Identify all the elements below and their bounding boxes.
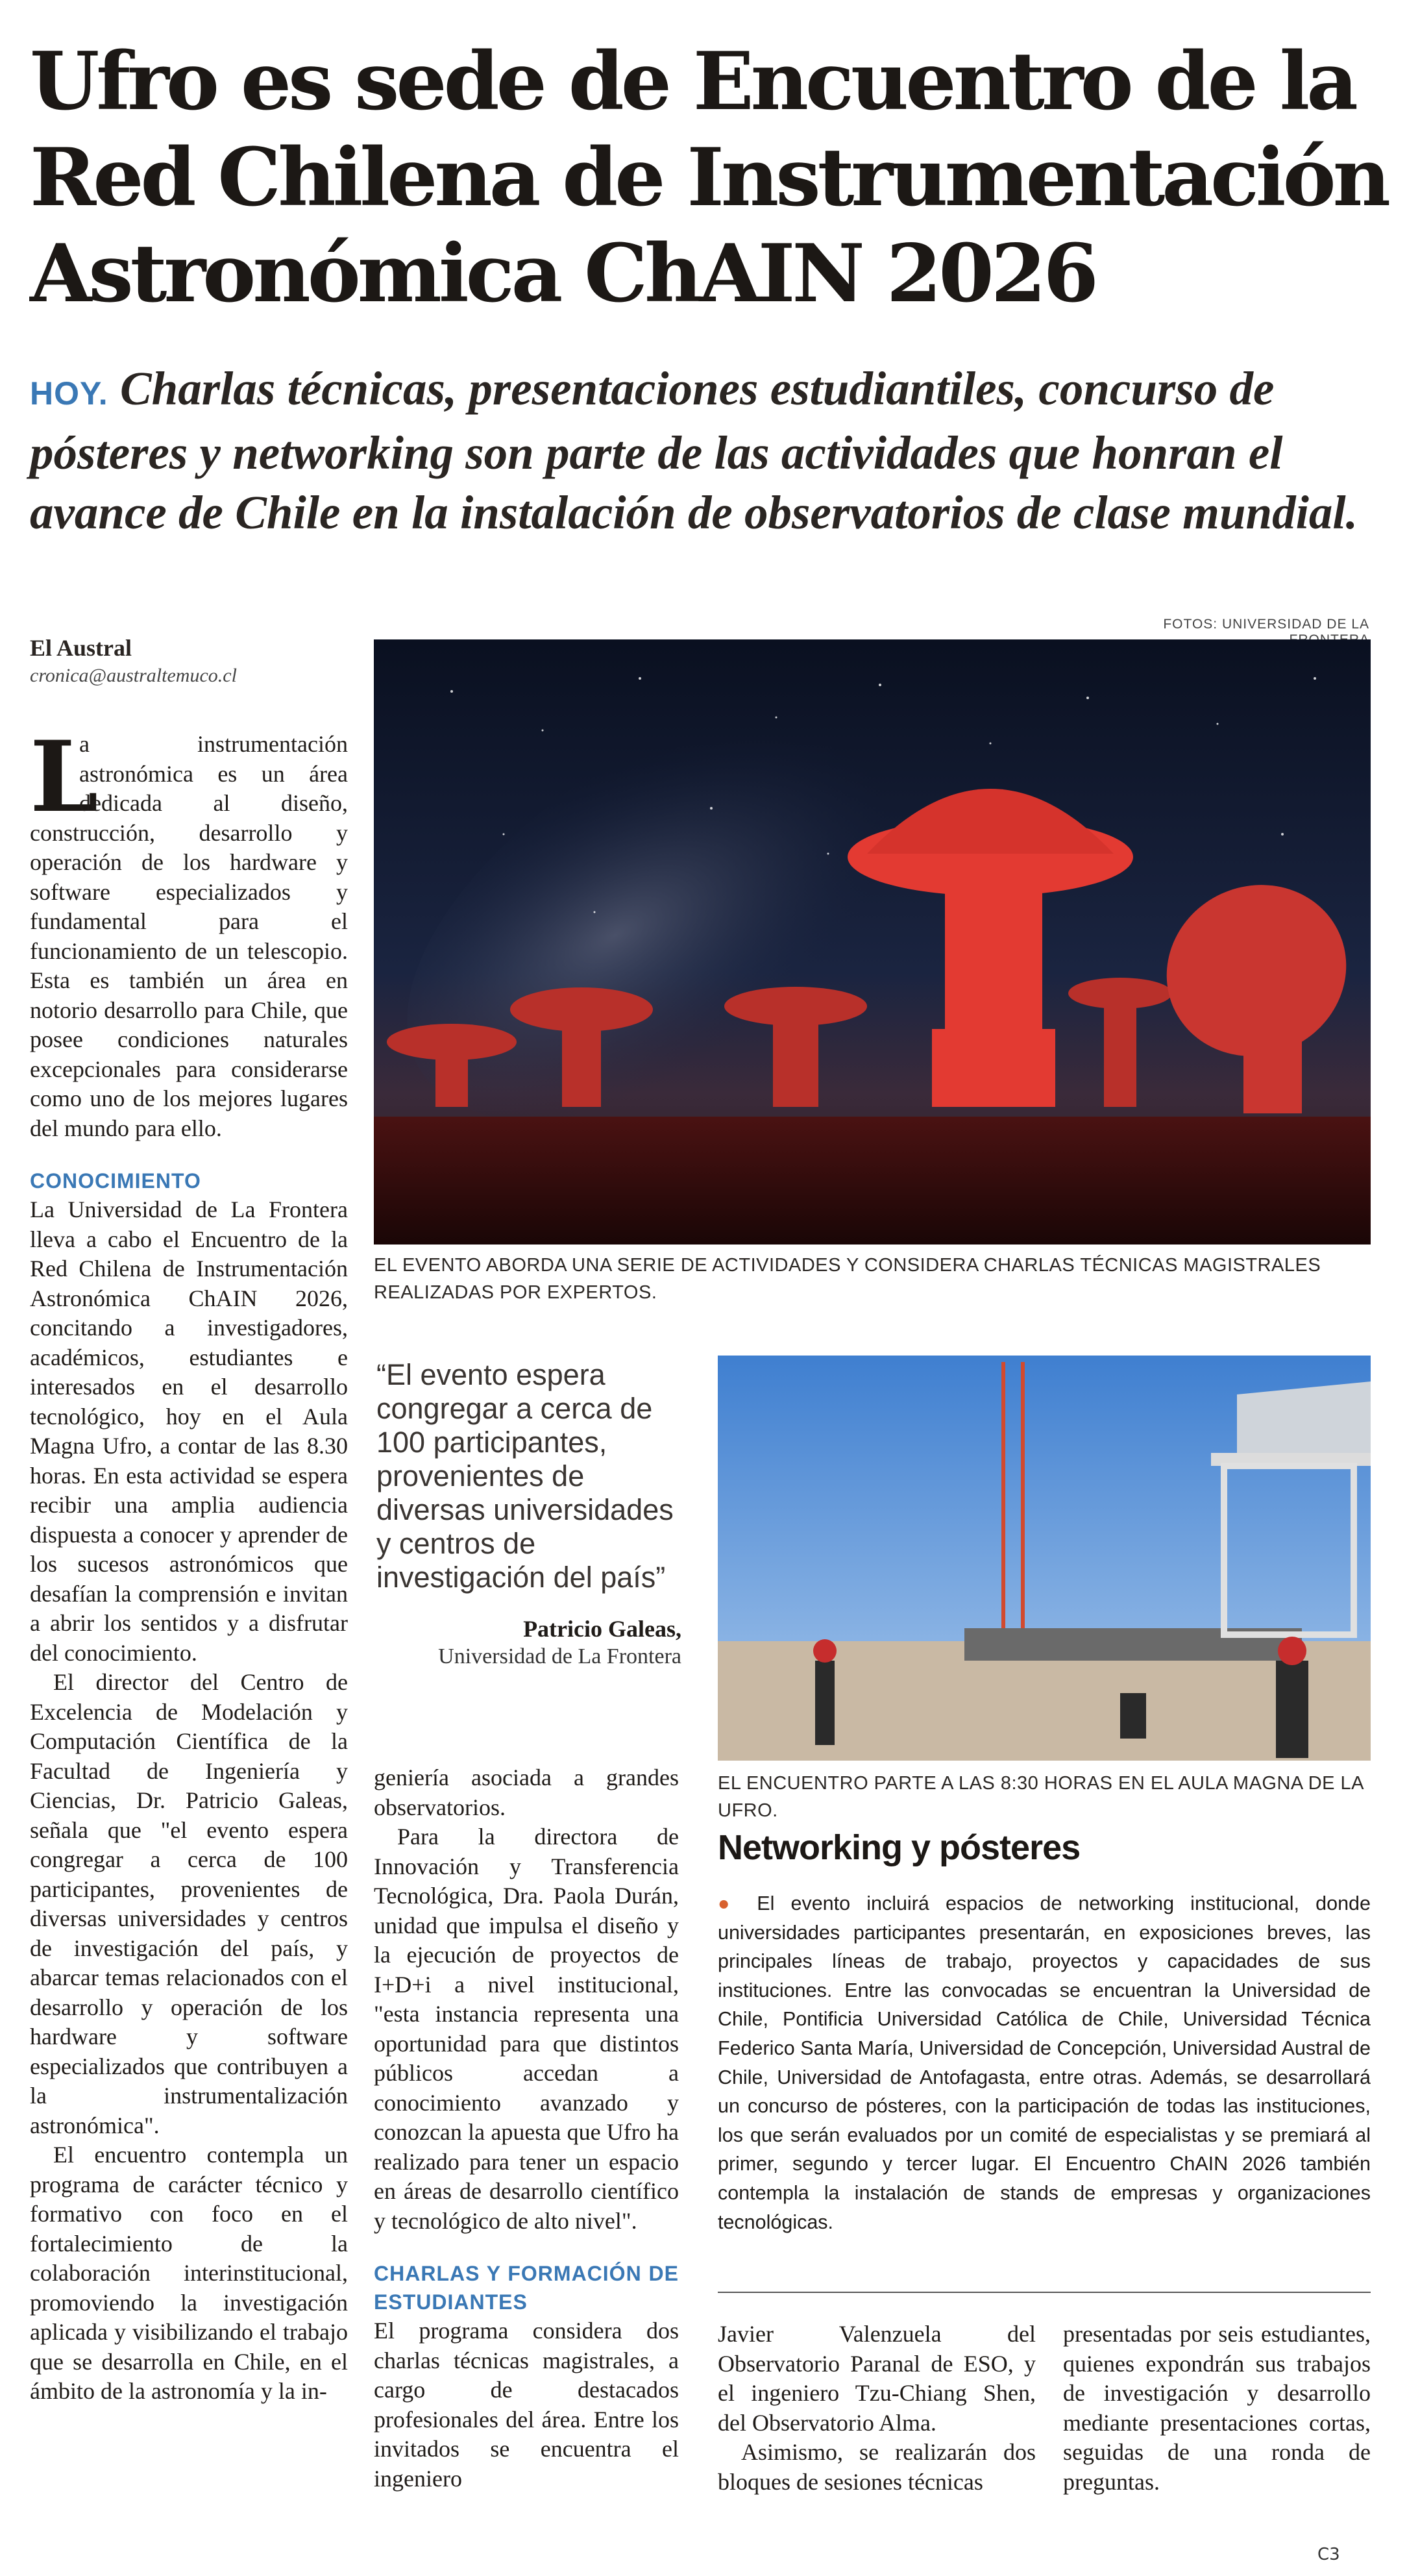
- col4-paragraph-1: presentadas por seis estudiantes, quienes expondrán sus trabajos de investigación y desarrollo mediante presentaciones cortas, seguidas de una ronda de preguntas.: [1063, 2321, 1371, 2495]
- deck-text: Charlas técnicas, presentaciones estudiantiles, concurso de pósteres y networking son parte de las actividades que honran el avance de Chile en la instalación de observatorios de clase mundial.: [30, 362, 1358, 539]
- photo2-caption: EL ENCUENTRO PARTE A LAS 8:30 HORAS EN EL AULA MAGNA DE LA UFRO.: [718, 1773, 1364, 1821]
- bullet-icon: ●: [718, 1892, 741, 1914]
- deck-label: HOY.: [30, 375, 108, 412]
- column-3: [718, 2320, 1036, 2497]
- observatory-site-illustration: [718, 1356, 1371, 1761]
- deck: [30, 359, 1386, 543]
- pull-quote: “El evento espera congregar a cerca de 100 participantes, provenientes de diversas universidades y centros de investigación del país”: [376, 1358, 674, 1594]
- headline-line-3: Astronómica ChAIN 2026: [30, 227, 1095, 321]
- photo-credit: FOTOS: UNIVERSIDAD DE LA: [1163, 617, 1369, 632]
- headline: [30, 34, 1388, 322]
- col1-paragraph-1: La Universidad de La Frontera lleva a cabo el Encuentro de la Red Chilena de Instrumentación Astronómica ChAIN 2026, concitando a investigadores, académicos, estudiantes e interesados en el desarrollo tecnológico, hoy en el Aula Magna Ufro, a contar de las 8.30 horas. En esta actividad se espera recibir una amplia audiencia dispuesta a conocer y aprender de los sucesos astronómicos que desafían la comprensión e invitan a abrir los sentidos y a disfrutar del conocimiento.: [30, 1196, 348, 1666]
- headline-line-2: Red Chilena de Instrumentación: [30, 131, 1388, 225]
- alma-antennas-illustration: [374, 639, 1371, 1245]
- column-1: [30, 720, 348, 2407]
- col3-paragraph-2: Asimismo, se realizarán dos bloques de sesiones técnicas: [718, 2439, 1036, 2495]
- networking-text: El evento incluirá espacios de networking institucional, donde universidades participantes presentarán, en exposiciones breves, las principales líneas de trabajo, proyectos y capacidades de sus instituciones. Entre las convocadas se encuentran la Universidad de Chile, Pontificia Universidad Católica de Chile, Universidad Técnica Federico Santa María, Universidad de Concepción, Universidad Austral de Chile, Universidad de Antofagasta, entre otras. Además, se desarrollará un concurso de pósteres, con la participación de todas las instituciones, los que serán evaluados por un comité de especialistas y se premiará al primer, segundo y tercer lugar. El Encuentro ChAIN 2026 también contempla la instalación de stands de empresas y organizaciones tecnológicas.: [718, 1892, 1371, 2233]
- dropcap-spacer: [30, 730, 79, 811]
- col2-paragraph-2: Para la directora de Innovación y Transferencia Tecnológica, Dra. Paola Durán, unidad que impulsa el diseño y la ejecución de proyectos de I+D+i a nivel institucional, "esta instancia representa una oportunidad para que distintos públicos accedan a conocimiento avanzado y conozcan la apuesta que Ufro ha realizado para tener un espacio en áreas de desarrollo científico y tecnológico de alto nivel".: [374, 1824, 679, 2234]
- col3-paragraph-1: Javier Valenzuela del Observatorio Paranal de ESO, y el ingeniero Tzu-Chiang Shen, del Observatorio Alma.: [718, 2321, 1036, 2436]
- subhead-conocimiento: CONOCIMIENTO: [30, 1169, 201, 1193]
- col1-paragraph-3: El encuentro contempla un programa de carácter técnico y formativo con foco en el fortalecimiento de la colaboración interinstitucional, promoviendo la investigación aplicada y visibilizando el trabajo que se desarrolla en Chile, en el ámbito de la astronomía y la in-: [30, 2142, 348, 2404]
- observatory-site-photo: [718, 1356, 1371, 1761]
- networking-divider: [718, 2292, 1371, 2293]
- col2-paragraph-1: geniería asociada a grandes observatorios.: [374, 1765, 679, 1820]
- alma-antennas-photo: [374, 639, 1371, 1245]
- headline-line-1: Ufro es sede de Encuentro de la: [30, 35, 1356, 129]
- byline-name: El Austral: [30, 635, 132, 661]
- subhead-charlas: CHARLAS Y FORMACIÓN DE ESTUDIANTES: [374, 2262, 679, 2314]
- col1-paragraph-2: El director del Centro de Excelencia de Modelación y Computación Científica de la Facultad de Ingeniería y Ciencias, Dr. Patricio Galeas, señala que "el evento espera congregar a cerca de 100 participantes, provenientes de diversas universidades y centros de investigación del país, y abarcar temas relacionados con el desarrollo y operación de los hardware y software especializados que contribuyen a la instrumentalización astronómica".: [30, 1669, 348, 2138]
- byline-email: cronica@australtemuco.cl: [30, 665, 237, 686]
- column-4: [1063, 2320, 1371, 2497]
- networking-title: Networking y pósteres: [718, 1828, 1081, 1867]
- intro-paragraph: [30, 720, 348, 1143]
- quote-author: Patricio Galeas,: [523, 1616, 681, 1642]
- dropcap: L: [30, 720, 99, 834]
- column-2: [374, 1763, 679, 2494]
- col2-paragraph-3: El programa considera dos charlas técnicas magistrales, a cargo de destacados profesionales del área. Entre los invitados se encuentra el ingeniero: [374, 2318, 679, 2492]
- photo1-caption: EL EVENTO ABORDA UNA SERIE DE ACTIVIDADES Y CONSIDERA CHARLAS TÉCNICAS MAGISTRALES REALIZADAS POR EXPERTOS.: [374, 1255, 1321, 1303]
- quote-role: Universidad de La Frontera: [438, 1644, 681, 1668]
- intro-text: a instrumentación astronómica es un área dedicada al diseño, construcción, desarrollo y operación de los hardware y software especializados y fundamental para el funcionamiento de un telescopio. Esta es también un área en notorio desarrollo para Chile, que posee condiciones naturales excepcionales para considerarse como uno de los mejores lugares del mundo para ello.: [30, 731, 348, 1141]
- end-mark: C3: [1317, 2545, 1340, 2564]
- networking-box: [718, 1889, 1371, 2236]
